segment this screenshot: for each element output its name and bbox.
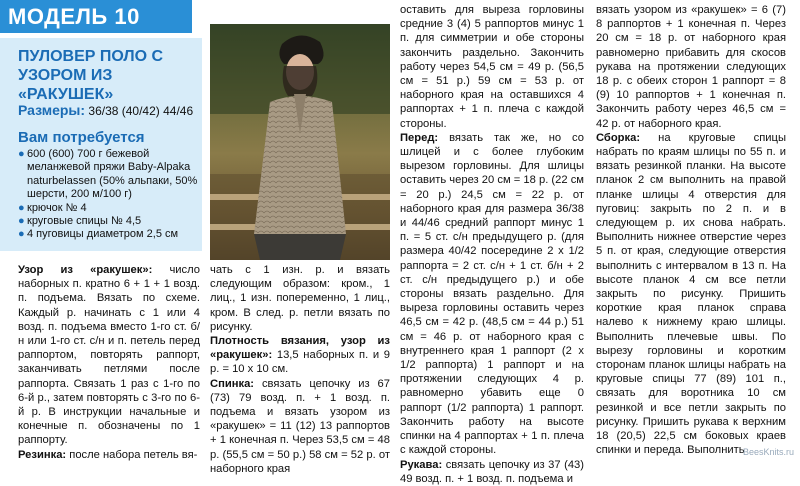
material-item: ● крючок № 4 <box>18 201 87 214</box>
watermark: BeesKnits.ru <box>742 447 794 457</box>
model-photo-illustration <box>210 24 390 260</box>
front-text: вязать так же, но со шлицей и с более глубоким вырезом горловины. Для шлицы оставить через 20 см = 18 р. (22 см = 20 р.) 24,5 см = 22 р. от наборного края для размера 36/38 и 44/46 средний раппорт минус 1 п. = 5 ст. с/н предыдущего р. (для размера 40/42 посередине 2 x 1/2 раппорта = 2 ст. с/н + 1 ст. б/н + 2 ст. с/н предыдущего р.) и обе стороны вязать раздельно. Для выреза горловины оставить через 46,5 см = 42 р. (48,5 см = 44 р.) 51 см = 46 р. от наборного края с внутреннего края 1 раппорт (2 x 1/2 раппорта) 1 раппорт и на протяжении следующих 4 р. равномерно убавить еще 0 раппорт (1/2 раппорта) 1 раппорт. Закончить работу на высоте спинки на 4 раппортах + 1 п. плеча с каждой стороны. <box>400 131 584 457</box>
material-item: ● круговые спицы № 4,5 <box>18 215 142 228</box>
rib-text-continued: чать с 1 изн. р. и вязать следующим образом: кром., 1 лиц., 1 изн. попеременно, 1 лиц., кром. В след. р. петли вязать по рисунку. <box>210 264 390 333</box>
back-text-continued: оставить для выреза горловины средние 3 (4) 5 раппортов минус 1 п. для симметрии и обе стороны закончить раздельно. Закончить работу через 54,5 см = 49 р. (56,5 см = 51 р.) 59 см = 53 р. от наборного края на оставшихся 4 раппортах + 1 п. плеча с каждой стороны. <box>400 4 584 130</box>
sizes-value: 36/38 (40/42) 44/46 <box>88 104 194 118</box>
assembly-label: Сборка: <box>596 131 641 144</box>
model-number-banner: МОДЕЛЬ 10 <box>0 0 192 33</box>
front-label: Перед: <box>400 131 439 144</box>
front-column <box>400 3 584 486</box>
assembly-text: на круговые спицы набрать по краям шлицы по 55 п. и вязать резинкой планки. На высоте планок 2 см выполнить на правой планке шлицы 4 отверстия для пуговиц: закрыть по 2 п. и в следующем р. их снова набрать. Выполнить нижнее отверстие через 5 п. от края, следующие отверстия выполнить с интервалом в 13 п. На высоте планок 4 см все петли закрыть по рисунку. Пришить короткие края планок справа налево к нижнему краю шлицы. Выполнить плечевые швы. По вырезу горловины и коротким сторонам планок шлицы набрать на круговые спицы 77 (89) 101 п., связать для воротника 10 см резинкой и все петли закрыть по рисунку. Пришить рукава к верхним 18 (20,5) 22,5 см боковых краев спинки и переда. Выполнить <box>596 131 786 457</box>
material-item: ● 4 пуговицы диаметром 2,5 см <box>18 228 179 241</box>
rib-text: после набора петель вя- <box>66 448 198 461</box>
back-text: связать цепочку из 67 (73) 79 возд. п. + 1 возд. п. подъема и вязать узором из «ракушек» = 11 (12) 13 раппортов + 1 конечная п. Через 53,5 см = 48 р. (55,5 см = 50 р.) 58 см = 52 р. от наборного края <box>210 377 390 475</box>
sizes-line <box>18 102 202 119</box>
pattern-label: Узор из «ракушек»: <box>18 264 153 276</box>
model-photo <box>210 24 390 260</box>
sizes-label: Размеры: <box>18 102 86 118</box>
sleeve-text-continued: вязать узором из «ракушек» = 6 (7) 8 раппортов + 1 конечная п. Через 20 см = 18 р. от наборного края равномерно прибавить для скосов рукава на протяжении следующих 18 р. с обеих сторон 1 раппорт = 8 (9) 10 раппортов + 1 конечная п. Закончить работу через 46,5 см = 42 р. от наборного края. <box>596 4 786 130</box>
assembly-column <box>596 3 786 458</box>
bullet-icon: ● <box>18 148 25 160</box>
material-item: ● 600 (600) 700 г бежевой меланжевой пряжи Baby-Alpaka naturbelassen (50% альпаки, 50% шерсти, 200 м/100 г) <box>18 148 198 201</box>
bullet-icon: ● <box>18 215 25 228</box>
density-column <box>210 263 390 476</box>
pattern-column <box>18 263 200 462</box>
density-text: 13,5 наборных п. и 9 р. = 10 х 10 см. <box>210 349 390 376</box>
sleeve-text: связать цепочку из 37 (43) 49 возд. п. + 1 возд. п. подъема и <box>400 458 584 485</box>
bullet-icon: ● <box>18 228 25 241</box>
pattern-text: число наборных п. кратно 6 + 1 + 1 возд. п. подъема. Вязать по схеме. Каждый р. начинать с 1 или 4 возд. п. подъема вместо 1-го ст. б/н или 1-го ст. с/н и п. петель перед раппортом, повторять раппорт, заканчивать петлями после раппорта. Связать 1 раз с 1-го по 6-й р., затем повторять с 3-го по 6-й р. В инструкции начальные и конечные п. обозначены по 1 раппорту. <box>18 264 200 447</box>
density-label: Плотность вязания, узор из «ракушек»: <box>210 335 390 362</box>
rib-label: Резинка: <box>18 448 67 461</box>
bullet-icon: ● <box>18 201 25 214</box>
materials-list <box>18 148 202 242</box>
materials-heading: Вам потребуется <box>18 129 145 146</box>
sleeve-label: Рукава: <box>400 458 443 471</box>
article-title: ПУЛОВЕР ПОЛО С УЗОРОМ ИЗ «РАКУШЕК» <box>18 48 164 103</box>
back-label: Спинка: <box>210 377 255 390</box>
